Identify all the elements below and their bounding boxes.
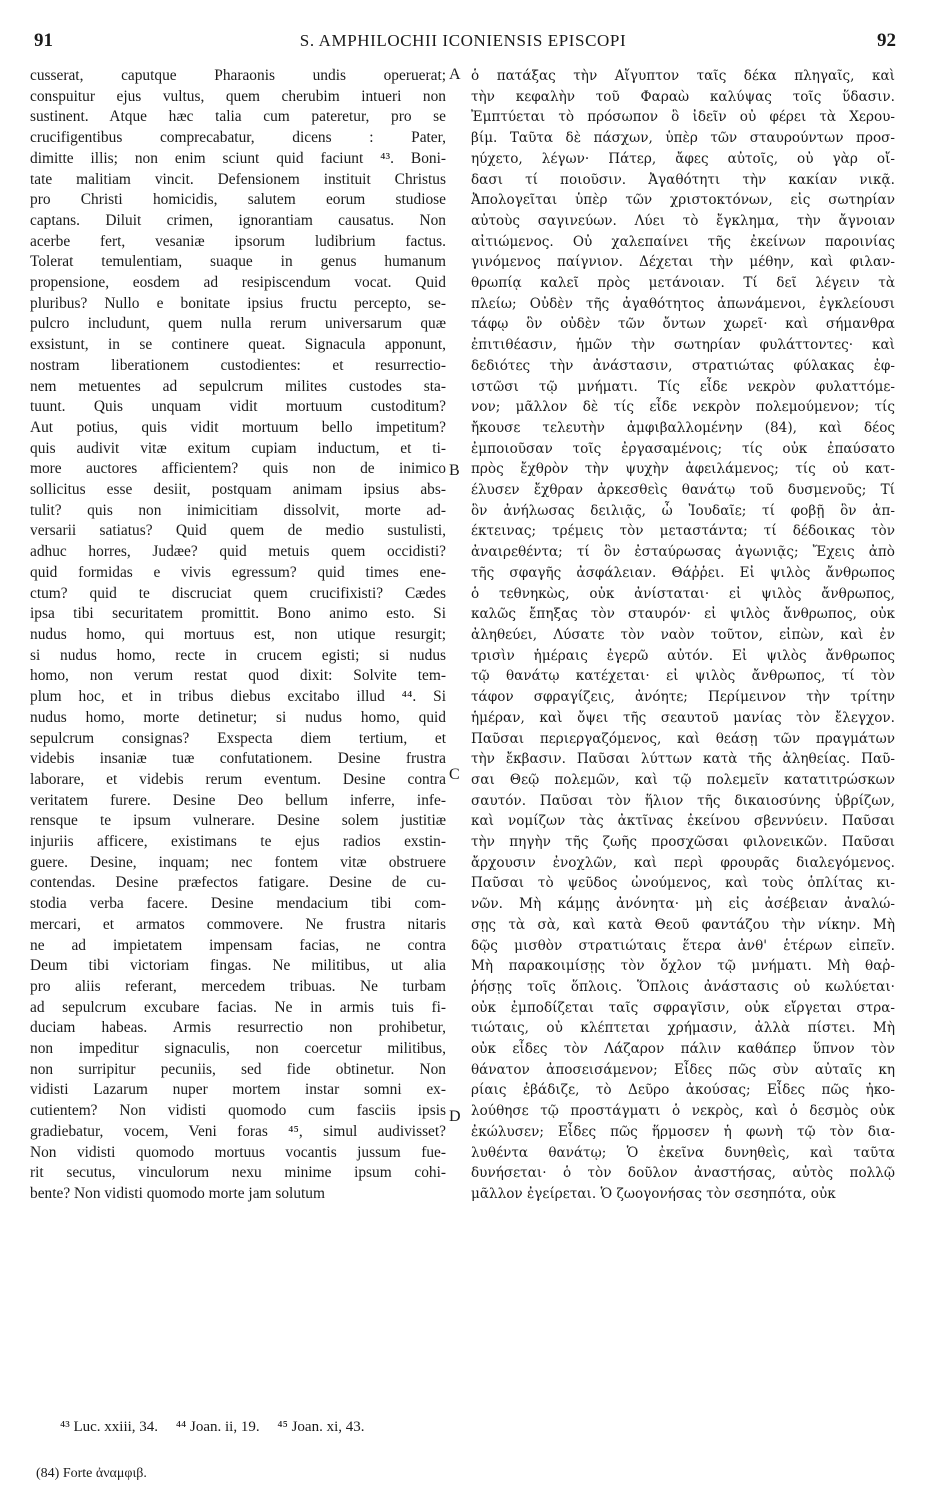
greek-text-line: νῶν. Μὴ κάμῃς ἀνόνητα· μὴ εἰς ἀσέβειαν ἀναλώ- <box>471 896 895 913</box>
footnotes <box>60 1419 378 1436</box>
greek-text-line: Ἐμπτύεται τὸ πρόσωπον ὃ ἰδεῖν οὐ φέρει τὰ Χερου- <box>471 109 895 126</box>
latin-text-line: ad sepulcrum excubare facias. Ne in armis tuis fi- <box>30 998 446 1016</box>
page-number-left: 91 <box>34 30 53 51</box>
latin-text-line: injuriis afficere, existimans te ejus radios exstin- <box>30 833 446 851</box>
latin-text-line: more auctores afficientem? quis non de inimico <box>30 460 446 478</box>
latin-text-line: vidisti Lazarum nuper mortem instar somni ex- <box>30 1081 446 1099</box>
footnote: ⁴⁵ Joan. xi, 43. <box>277 1419 365 1435</box>
latin-text-line: veritatem furere. Desine Deo bellum inferre, infe- <box>30 791 446 809</box>
latin-text-line: rensque te ipsum vulnerare. Desine solem justitiæ <box>30 812 446 830</box>
latin-text-line: conspuitur ejus vultus, quem cherubim intueri non <box>30 87 446 105</box>
latin-text-line: videbis insaniæ tuæ confutationem. Desine frustra <box>30 750 446 768</box>
latin-text-line: non impeditur signaculis, non coercetur militibus, <box>30 1040 446 1058</box>
latin-text-line: Aut potius, quis vidit mortuum bello impetitum? <box>30 418 446 436</box>
latin-text-line: nudus homo, morte detinetur; si nudus homo, quid <box>30 708 446 726</box>
latin-text-line: Non vidisti quomodo mortuus vocantis jussum fue- <box>30 1143 446 1161</box>
latin-text-line: gradiebatur, vocem, Veni foras ⁴⁵, simul audivisset? <box>30 1122 446 1140</box>
greek-text-line: ῥήσῃς τοῖς ὅπλοις. Ὅπλοις ἀνάστασις οὐ κωλύεται· <box>471 978 895 995</box>
greek-text-line: οὐκ ἐμποδίζεται ταῖς σφραγῖσιν, οὐκ εἴργεται στρα- <box>471 999 895 1016</box>
latin-text-line: ne ad impietatem impensam facias, ne contra <box>30 936 446 954</box>
latin-text-line: ctum? quid te discruciat quem crucifixisti? Cædes <box>30 584 446 602</box>
greek-text-line: πρὸς ἔχθρὸν τὴν ψυχὴν ἀφειλάμενος; τίς οὐ κατ- <box>471 461 895 478</box>
greek-text-line: ἐμποιοῦσαν τοῖς ἐργασαμένοις; τίς οὐκ ἐπαύσατο <box>471 440 895 457</box>
latin-text-line: adhuc horres, Judæe? quid metuis quem occidisti? <box>30 543 446 561</box>
latin-text-line: guere. Desine, inquam; nec fontem vitæ obstruere <box>30 853 446 871</box>
greek-text-line: τάφῳ ὃν οὐδὲν τῶν ὄντων χωρεῖ· καὶ σήμανθρα <box>471 316 895 333</box>
latin-text-line: sustinent. Atque hæc talia cum pateretur, pro se <box>30 108 446 126</box>
greek-text-line: τιώταις, οὐ κλέπτεται χρήμασιν, ἀλλὰ πίστει. Μὴ <box>471 1020 895 1037</box>
greek-text-line: τὴν κεφαλὴν τοῦ Φαραὼ καλύψας τοῖς ὕδασιν. <box>471 88 895 105</box>
latin-text-line: cutientem? Non vidisti quomodo cum fasciis ipsis <box>30 1102 446 1120</box>
greek-text-line: αἰτιώμενος. Οὐ χαλεπαίνει τῆς ἐκείνων παροινίας <box>471 233 895 250</box>
section-marker-d: D <box>449 1108 461 1125</box>
latin-text-line: ipsa tibi securitatem promittit. Bono animo esto. Si <box>30 605 446 623</box>
greek-text-line: Ἀπολογεῖται ὑπὲρ τῶν χριστοκτόνων, εἰς σωτηρίαν <box>471 192 895 209</box>
greek-text-line: ἡμέραν, καὶ ὄψει τῆς σεαυτοῦ μανίας τὸν ἔλεγχον. <box>471 709 895 726</box>
latin-text-line: nem metuentes ad sepulcrum milites custodes sta- <box>30 377 446 395</box>
greek-text-line: γινόμενος παίγνιον. Δέχεται τὴν μέθην, καὶ φιλαν- <box>471 254 895 271</box>
latin-text-line: quis audivit vitæ exitum cupiam inductum, et ti- <box>30 439 446 457</box>
greek-text-line: καὶ νομίζων τὰς ἀκτῖνας ἐκείνου σβεννύειν. Παῦσαι <box>471 813 895 830</box>
greek-text-line: δεδιότες τὴν ἀνάστασιν, στρατιώτας φύλακας ἐφ- <box>471 357 895 374</box>
latin-text-line: Tolerat temulentiam, suaque in genus humanum <box>30 253 446 271</box>
latin-text-line: nudus homo, qui mortuus est, non utique resurgit; <box>30 625 446 643</box>
latin-text-line: quid formidas e vivis egressum? quid times ene- <box>30 563 446 581</box>
greek-text-line: Παῦσαι περιεργαζόμενος, καὶ θεάσῃ τῶν πραγμάτων <box>471 730 895 747</box>
greek-text-line: ηύχετο, λέγων· Πάτερ, ἄφες αὐτοῖς, οὐ γὰρ οἴ- <box>471 150 895 167</box>
latin-text-line: exsistunt, in se continere queat. Signacula apponunt, <box>30 336 446 354</box>
greek-text-line: τρισὶν ἡμέραις ἐγερῶ αὐτόν. Εἰ ψιλὸς ἄνθρωπος <box>471 647 895 664</box>
section-marker-b: B <box>449 462 460 479</box>
page-number-right: 92 <box>877 30 896 51</box>
latin-text-line: sepulcrum consignas? Exspecta diem tertium, et <box>30 729 446 747</box>
latin-text-line: sollicitus esse desiit, postquam animam ipsius abs- <box>30 481 446 499</box>
greek-text-line: θάνατον ἀποσεισάμενον; Εἶδες πῶς σὺν αὐταῖς κη <box>471 1061 895 1078</box>
greek-text-line: πλείω; Οὐδὲν τῆς ἀγαθότητος ἀπωνάμενοι, ἐγκλείουσι <box>471 295 895 312</box>
latin-text-line: Deum tibi victoriam fingas. Ne militibus, ut alia <box>30 957 446 975</box>
greek-text-line: δυνήσεται· ὁ τὸν δοῦλον ἀναστήσας, αὐτὸς πολλῷ <box>471 1165 895 1182</box>
greek-text-line: Παῦσαι τὸ ψεῦδος ὠνούμενος, καὶ τοὺς ὁπλίτας κι- <box>471 875 895 892</box>
latin-text-line: laborare, et videbis rerum eventum. Desine contra <box>30 770 446 788</box>
latin-text-line: tuunt. Quis unquam vidit mortuum custoditum? <box>30 398 446 416</box>
greek-text-line: έκτεινας; τρέμεις τὸν μεταστάντα; τί δέδοικας τὸν <box>471 523 895 540</box>
greek-text-line: ρίαις ἐβάδιζε, τὸ Δεῦρο ἀκούσας; Εἶδες πῶς ἠκο- <box>471 1082 895 1099</box>
greek-column <box>471 66 895 1386</box>
greek-text-line: σαυτόν. Παῦσαι τὸν ἥλιον τῆς δικαιοσύνης ὑβρίζων, <box>471 792 895 809</box>
greek-text-line: σαι Θεῷ πολεμῶν, καὶ τῷ πολεμεῖν κατατιτρώσκων <box>471 771 895 788</box>
latin-text-line: captans. Diluit crimen, ignorantiam causatus. Non <box>30 211 446 229</box>
latin-text-line: pluribus? Nullo e bonitate ipsius fructu percepto, se- <box>30 294 446 312</box>
latin-text-line: crucifigentibus comprecabatur, dicens : Pater, <box>30 129 446 147</box>
latin-text-line: plum hoc, et in tribus diebus excitabo illud ⁴⁴. Si <box>30 688 446 706</box>
latin-text-line: pro Christi homicidis, salutem eorum studiose <box>30 191 446 209</box>
greek-text-line: νον; μᾶλλον δὲ τίς εἶδε νεκρὸν πολεμούμενον; τίς <box>471 399 895 416</box>
latin-text-line: nostram liberationem custodientes: et resurrectio- <box>30 356 446 374</box>
latin-text-line: bente? Non vidisti quomodo morte jam solutum <box>30 1184 325 1202</box>
section-marker-c: C <box>449 766 460 783</box>
greek-footnote: (84) Forte ἀναμφιβ. <box>36 1466 147 1481</box>
greek-text-line: σῃς τὰ σὰ, καὶ κατὰ Θεοῦ φαντάζου τὴν νίκην. Μὴ <box>471 916 895 933</box>
greek-text-line: λυθέντα θανάτῳ; Ὁ ἐκεῖνα δυνηθεὶς, καὶ ταῦτα <box>471 1144 895 1161</box>
greek-text-line: ὁ πατάξας τὴν Αἴγυπτον ταῖς δέκα πληγαῖς, καὶ <box>471 68 895 84</box>
latin-text-line: acerbe fert, vesaniæ ipsorum ludibrium factus. <box>30 232 446 250</box>
latin-text-line: pro aliis referant, mercedem tribuas. Ne turbam <box>30 977 446 995</box>
greek-text-line: τὴν πηγὴν τῆς ζωῆς προσχῶσαι φιλονεικῶν. Παῦσαι <box>471 834 895 851</box>
greek-text-line: ὃν ἀνήλωσας δειλιᾷς, ὦ Ἰουδαῖε; τί φοβῇ ὃν ἀπ- <box>471 502 895 519</box>
greek-text-line: έλυσεν ἔχθραν ἀρκεσθεὶς θανάτῳ τοῦ δυσμενοῦς; Τί <box>471 482 895 499</box>
latin-text-line: contendas. Desine præfectos fatigare. Desine de cu- <box>30 874 446 892</box>
greek-text-line: ἀναιρεθέντα; τί ὃν ἐσταύρωσας ἀγωνιᾷς; Ἔχεις ἀπὸ <box>471 544 895 561</box>
latin-column <box>30 66 446 1386</box>
footnote: ⁴³ Luc. xxiii, 34. <box>60 1419 159 1435</box>
greek-text-line: δασι τί ποιοῦσιν. Ἀγαθότητι τὴν κακίαν νικᾷ. <box>471 171 895 188</box>
greek-text-line: μᾶλλον ἐγείρεται. Ὁ ζωογονήσας τὸν σεσηπότα, οὐκ <box>471 1185 836 1202</box>
latin-text-line: mercari, et armatos commovere. Ne frustra nitaris <box>30 915 446 933</box>
latin-text-line: si nudus homo, recte in crucem egisti; si nudus <box>30 646 446 664</box>
greek-text-line: ὁ τεθνηκὼς, οὐκ ἀνίσταται· εἰ ψιλὸς ἄνθρωπος, <box>471 585 895 602</box>
greek-text-line: ἄρχουσιν ἐνοχλῶν, καὶ περὶ φρουρᾶς διαλεγόμενος. <box>471 854 895 871</box>
latin-text-line: cusserat, caputque Pharaonis undis operuerat; <box>30 67 446 84</box>
latin-text-line: dimitte illis; non enim sciunt quid faciunt ⁴³. Boni- <box>30 149 446 167</box>
latin-text-line: tate malitiam vincit. Defensionem instituit Christus <box>30 170 446 188</box>
latin-text-line: homo, non verum restat quod dixit: Solvite tem- <box>30 667 446 685</box>
greek-text-line: λούθησε τῷ προστάγματι ὁ νεκρὸς, καὶ ὁ δεσμὸς οὐκ <box>471 1103 895 1120</box>
latin-text-line: tulit? quis non inimicitiam dissolvit, morte ad- <box>30 501 446 519</box>
section-markers <box>449 66 469 1386</box>
latin-text-line: rit secutus, vinculorum nexu minime ipsum cohi- <box>30 1164 446 1182</box>
greek-text-line: τάφον σφραγίζεις, ἀνόητε; Περίμεινον τὴν τρίτην <box>471 689 895 706</box>
greek-text-line: βίμ. Ταῦτα δὲ πάσχων, ὑπὲρ τῶν σταυρούντων προσ- <box>471 130 895 147</box>
greek-text-line: θρωπίᾳ καλεῖ πρὸς μετάνοιαν. Τί δεῖ λέγειν τὰ <box>471 275 895 292</box>
greek-text-line: τὴν ἔκβασιν. Παῦσαι λύττων κατὰ τῆς ἀληθείας. Παῦ- <box>471 751 895 768</box>
latin-text-line: propensione, eosdem ad resipiscendum vocat. Quid <box>30 274 446 292</box>
greek-text-line: ἀληθεύει, Λύσατε τὸν ναὸν τοῦτον, εἰπὼν, καὶ ἐν <box>471 626 895 643</box>
greek-text-line: ιστῶσι τῷ μνήματι. Τίς εἶδε νεκρὸν φυλαττόμε- <box>471 378 895 395</box>
page-header <box>30 30 896 56</box>
running-title: S. AMPHILOCHII ICONIENSIS EPISCOPI <box>299 31 627 50</box>
greek-text-line: τῷ θανάτῳ κατέχεται· εἰ ψιλὸς ἄνθρωπος, τί τὸν <box>471 668 895 685</box>
greek-text-line: τῆς σφαγῆς ἀσφάλειαν. Θάῤῥει. Εἰ ψιλὸς ἄνθρωπος <box>471 564 895 581</box>
greek-text-line: αὐτοὺς σαγινεύων. Λύει τὸ ἔγκλημα, τὴν ἄγνοιαν <box>471 212 895 229</box>
greek-text-line: Μὴ παρακοιμίσῃς τὸν ὄχλον τῷ μνήματι. Μὴ θαῤ- <box>471 958 895 975</box>
latin-text-line: duciam habeas. Armis resurrectio non prohibetur, <box>30 1019 446 1037</box>
footnote: ⁴⁴ Joan. ii, 19. <box>175 1419 260 1435</box>
latin-text-line: versarii satiatus? Quid quem de medio sustulisti, <box>30 522 446 540</box>
greek-text-line: ἐκώλυσεν; Εἶδες πῶς ἥρμοσεν ἡ φωνὴ τῷ τὸν δια- <box>471 1123 895 1140</box>
greek-text-line: οὐκ εἶδες τὸν Λάζαρον πάλιν καθάπερ ὕπνον τὸν <box>471 1041 895 1058</box>
greek-text-line: δῷς μισθὸν στρατιώταις ἕτερα ἀνθ' ἑτέρων εἰπεῖν. <box>471 937 895 954</box>
section-marker-a: A <box>449 66 461 83</box>
latin-text-line: stodia verba facere. Desine mendacium tibi com- <box>30 895 446 913</box>
greek-text-line: ἐπιτιθέασιν, ἡμῶν τὴν σωτηρίαν φυλάττοντες· καὶ <box>471 337 895 354</box>
greek-text-line: ἤκουσε τελευτὴν ἀμφιβαλλομένην (84), καὶ δέος <box>471 419 895 436</box>
greek-text-line: καλῶς ἔπηξας τὸν σταυρόν· εἰ ψιλὸς ἄνθρωπος, οὐκ <box>471 606 895 623</box>
latin-text-line: non surripitur pecuniis, sed fide obtinetur. Non <box>30 1060 446 1078</box>
latin-text-line: pulcro includunt, quem nulla rerum universarum quæ <box>30 315 446 333</box>
